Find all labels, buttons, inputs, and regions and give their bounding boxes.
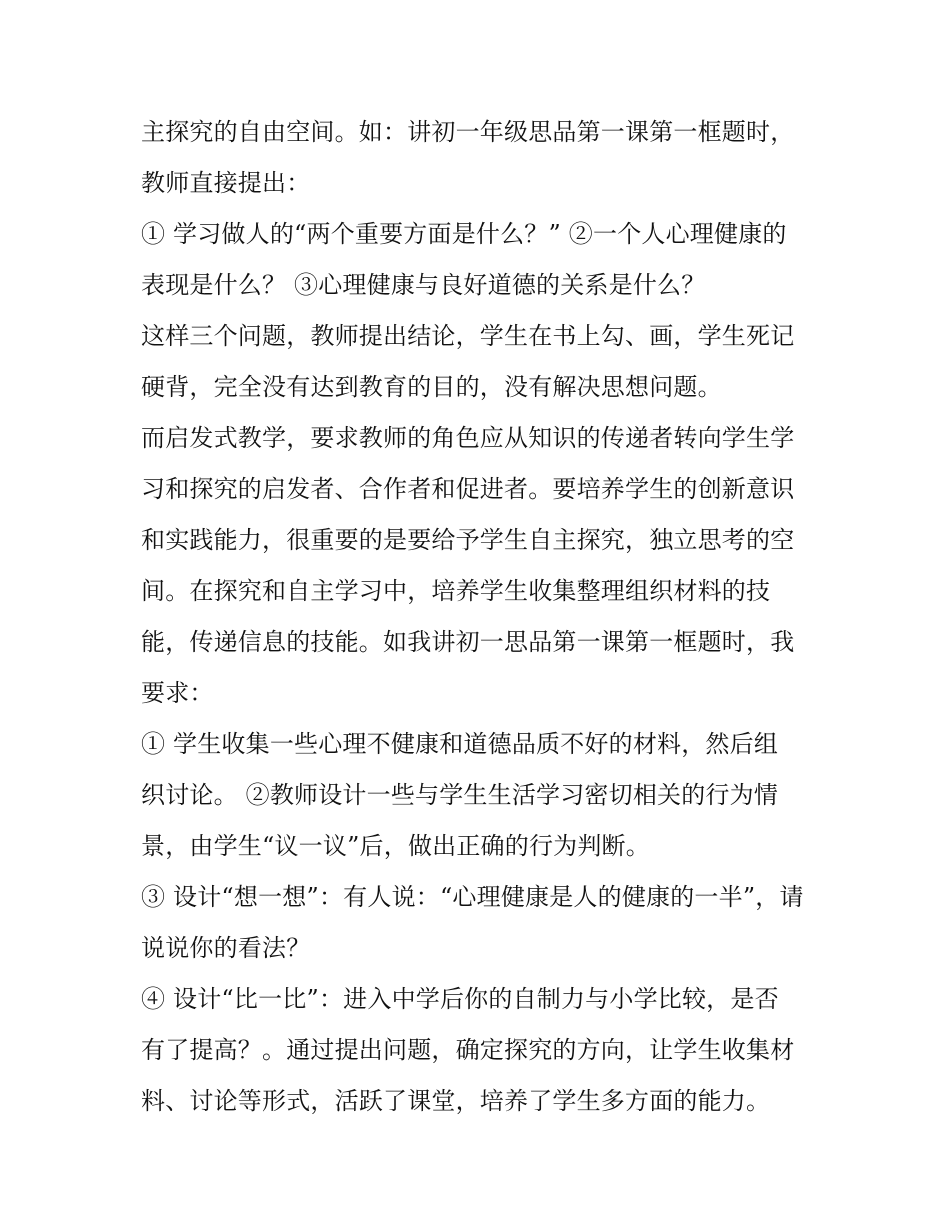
body-text bbox=[141, 107, 821, 1127]
text-line: 这样三个问题，教师提出结论，学生在书上勾、画，学生死记 bbox=[141, 322, 795, 350]
text-line: 说说你的看法？ bbox=[141, 934, 311, 962]
text-line: ③ 设计“想一想”：有人说：“心理健康是人的健康的一半”，请 bbox=[141, 883, 804, 911]
text-line: 主探究的自由空间。如：讲初一年级思品第一课第一框题时， bbox=[141, 118, 795, 146]
text-line: ④ 设计“比一比”：进入中学后你的自制力与小学比较，是否 bbox=[141, 985, 779, 1013]
text-line: 而启发式教学，要求教师的角色应从知识的传递者转向学生学 bbox=[141, 424, 795, 452]
text-line: 和实践能力，很重要的是要给予学生自主探究，独立思考的空 bbox=[141, 526, 795, 554]
text-line: 表现是什么？ ③心理健康与良好道德的关系是什么？ bbox=[141, 271, 706, 299]
text-line: 织讨论。 ②教师设计一些与学生生活学习密切相关的行为情 bbox=[141, 781, 779, 809]
text-line: ① 学生收集一些心理不健康和道德品质不好的材料，然后组 bbox=[141, 730, 779, 758]
text-line: 习和探究的启发者、合作者和促进者。要培养学生的创新意识 bbox=[141, 475, 795, 503]
text-line: 间。在探究和自主学习中，培养学生收集整理组织材料的技 bbox=[141, 577, 771, 605]
text-line: 景，由学生“议一议”后，做出正确的行为判断。 bbox=[141, 832, 650, 860]
text-line: 有了提高？。通过提出问题，确定探究的方向，让学生收集材 bbox=[141, 1036, 795, 1064]
text-line: 教师直接提出： bbox=[141, 169, 311, 197]
text-line: ① 学习做人的“两个重要方面是什么？” ②一个人心理健康的 bbox=[141, 220, 787, 248]
text-line: 要求： bbox=[141, 679, 214, 707]
text-line: 料、讨论等形式，活跃了课堂，培养了学生多方面的能力。 bbox=[141, 1087, 771, 1115]
text-line: 能，传递信息的技能。如我讲初一思品第一课第一框题时，我 bbox=[141, 628, 795, 656]
text-line: 硬背，完全没有达到教育的目的，没有解决思想问题。 bbox=[141, 373, 722, 401]
